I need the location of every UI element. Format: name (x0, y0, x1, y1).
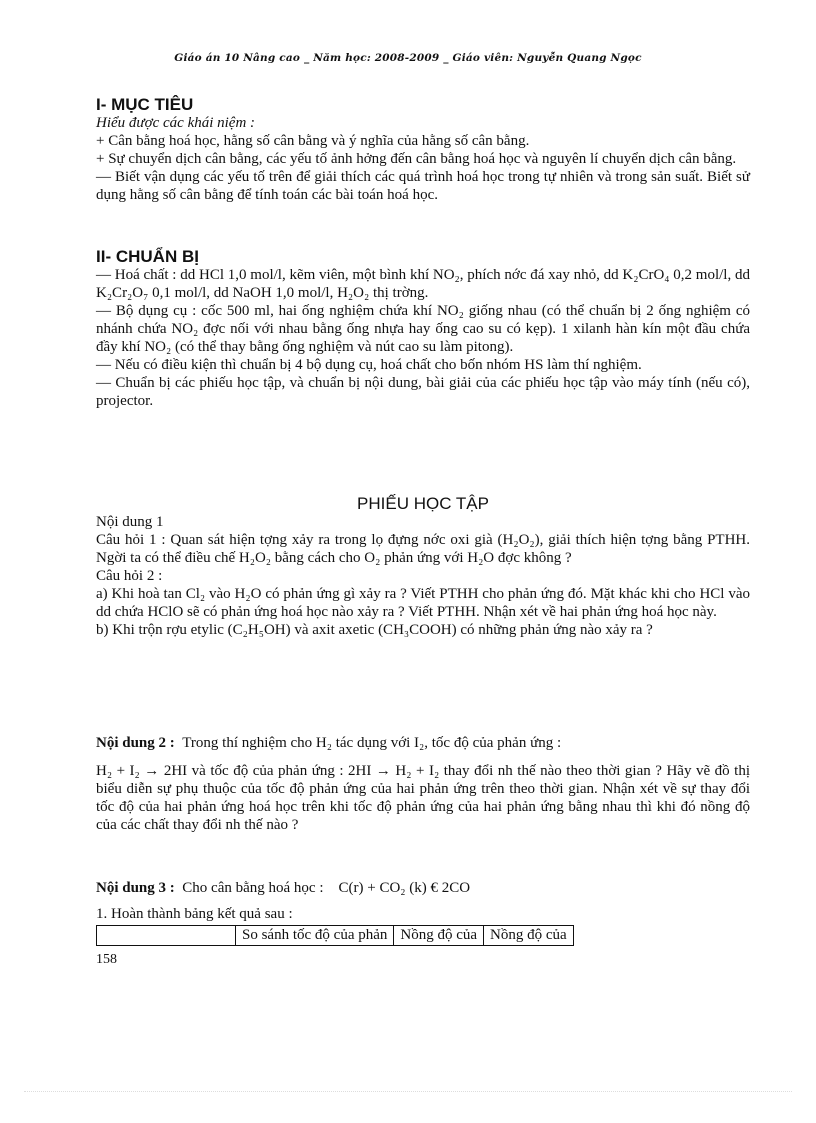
table-header-cell: Nồng độ của (484, 926, 574, 946)
table-header-cell: So sánh tốc độ của phản (236, 926, 394, 946)
table-row (97, 926, 574, 946)
nd2-label: Nội dung 2 : (96, 735, 175, 751)
objective-item: + Sự chuyển dịch cân bằng, các yếu tố ảnh hởng đến cân bằng hoá học và nguyên lí chuyển dịch cân bằng. (96, 151, 737, 167)
nd2-body: H₂ + I₂ → 2HI và tốc độ của phản ứng : 2HI → H₂ + I₂ thay đổi nh thế nào theo thời gian ? Hãy vẽ đồ thị biểu diễn sự phụ thuộc của tốc độ phản ứng của hai phản ứng trên theo thời gian. Nhận xét về sự thay đổi tốc độ của hai phản ứng hoá học trên khi tốc độ phản ứng của hai phản ứng bằng nhau thì khi đó nồng độ của các chất thay đổi nh thế nào ? (96, 763, 750, 833)
table-header-cell: Nồng độ của (394, 926, 484, 946)
prep-equipment: — Bộ dụng cụ : cốc 500 ml, hai ống nghiệm chứa khí NO₂ giống nhau (có thể chuẩn bị 2 ống nghiệm có nhánh chứa NO₂ đợc nối với nhau bằng ống nhựa hay ống cao su có kẹp). 1 xilanh hàn kín một đầu chứa đầy khí NO₂ (có thể thay bằng ống nghiệm và nút cao su làm pitong). (96, 303, 750, 355)
nd1-label: Nội dung 1 (96, 514, 164, 530)
worksheet-title: PHIẾU HỌC TẬP (357, 494, 489, 513)
table-header-cell (97, 926, 236, 946)
question-2-label: Câu hỏi 2 : (96, 568, 163, 584)
question-2b: b) Khi trộn rợu etylic (C₂H₅OH) và axit axetic (CH₃COOH) có những phản ứng nào xảy ra ? (96, 622, 653, 638)
section-1-subtitle: Hiểu được các khái niệm : (96, 115, 256, 131)
nd3-label: Nội dung 3 : (96, 880, 175, 896)
question-2a: a) Khi hoà tan Cl₂ vào H₂O có phản ứng gì xảy ra ? Viết PTHH cho phản ứng đó. Mặt khác khi cho HCl vào dd chứa HClO sẽ có phản ứng hoá học nào xảy ra ? Viết PTHH. Nhận xét về hai phản ứng hoá học này. (96, 586, 750, 620)
nd3-task: 1. Hoàn thành bảng kết quả sau : (96, 906, 293, 922)
objective-item: + Cân bằng hoá học, hằng số cân bằng và ý nghĩa của hằng số cân bằng. (96, 133, 530, 149)
nd2-text: Trong thí nghiệm cho H₂ tác dụng với I₂, tốc độ của phản ứng : (182, 735, 562, 751)
question-1: Câu hỏi 1 : Quan sát hiện tợng xảy ra trong lọ đựng nớc oxi già (H₂O₂), giải thích hiện tợng bằng PTHH. Ngời ta có thể điều chế H₂O₂ bằng cách cho O₂ phản ứng với H₂O đợc không ? (96, 532, 750, 566)
section-2-title: II- CHUẨN BỊ (96, 247, 199, 266)
worksheet-content-3 (96, 879, 750, 923)
objective-item: — Biết vận dụng các yếu tố trên để giải thích các quá trình hoá học trong tự nhiên và trong sản suất. Biết sử dụng hằng số cân bằng để tính toán các bài toán hoá học. (96, 169, 750, 203)
section-preparation (96, 248, 750, 410)
page-header: Giáo án 10 Nâng cao _ Năm học: 2008-2009 _ Giáo viên: Nguyễn Quang Ngọc (174, 52, 642, 64)
prep-chemicals: — Hoá chất : dd HCl 1,0 mol/l, kẽm viên, một bình khí NO₂, phích nớc đá xay nhỏ, dd K₂CrO₄ 0,2 mol/l, dd K₂Cr₂O₇ 0,1 mol/l, dd NaOH 1,0 mol/l, H₂O₂ thị trờng. (96, 267, 750, 301)
results-table (96, 925, 574, 946)
section-objectives (96, 96, 750, 204)
worksheet-content-1 (96, 513, 750, 639)
nd3-equation: C(r) + CO₂ (k) € 2CO (338, 880, 471, 896)
section-1-title: I- MỤC TIÊU (96, 95, 194, 114)
nd3-text: Cho cân bằng hoá học : (182, 880, 324, 896)
page-number: 158 (96, 952, 117, 967)
prep-worksheets: — Chuẩn bị các phiếu học tập, và chuẩn bị nội dung, bài giải của các phiếu học tập vào máy tính (nếu có), projector. (96, 375, 750, 409)
page-divider (24, 1091, 792, 1092)
prep-groups: — Nếu có điều kiện thì chuẩn bị 4 bộ dụng cụ, hoá chất cho bốn nhóm HS làm thí nghiệm. (96, 357, 642, 373)
worksheet-content-2 (96, 734, 750, 834)
